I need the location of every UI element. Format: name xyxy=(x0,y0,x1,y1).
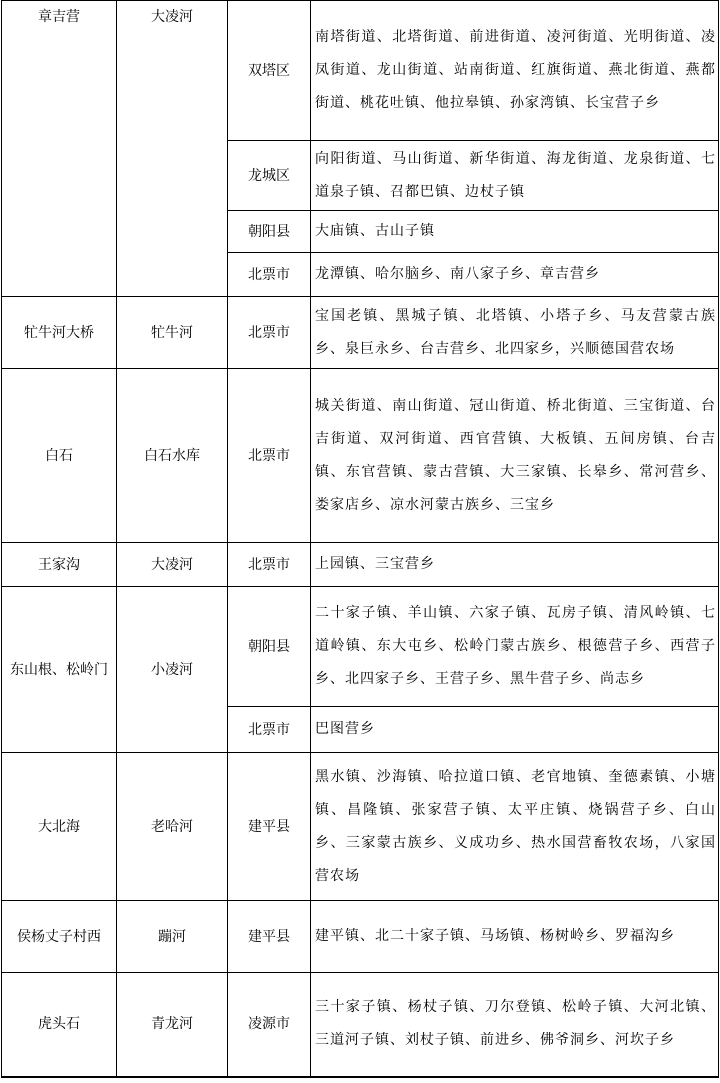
county-cell: 北票市 xyxy=(228,253,311,297)
county-cell: 北票市 xyxy=(228,543,311,587)
towns-cell: 建平镇、北二十家子镇、马场镇、杨树岭乡、罗福沟乡 xyxy=(311,901,719,973)
towns-cell: 二十家子镇、羊山镇、六家子镇、瓦房子镇、清风岭镇、七道岭镇、东大屯乡、松岭门蒙古族乡、根德营子乡、西营子乡、北四家子乡、王营子乡、黑牛营子乡、尚志乡 xyxy=(311,587,719,707)
river-cell: 白石水库 xyxy=(117,369,228,543)
station-cell: 章吉营 xyxy=(2,1,117,297)
river-cell: 大凌河 xyxy=(117,1,228,297)
station-cell: 侯杨丈子村西 xyxy=(2,901,117,973)
towns-cell: 城关街道、南山街道、冠山街道、桥北街道、三宝街道、台吉街道、双河街道、西官营镇、大板镇、五间房镇、台吉镇、东官营镇、蒙古营镇、大三家镇、长皋乡、常河营乡、娄家店乡、凉水河蒙古族乡、三宝乡 xyxy=(311,369,719,543)
table-row xyxy=(2,753,719,901)
towns-cell: 龙潭镇、哈尔脑乡、南八家子乡、章吉营乡 xyxy=(311,253,719,297)
county-cell: 北票市 xyxy=(228,297,311,369)
county-cell: 北票市 xyxy=(228,707,311,753)
station-cell: 牤牛河大桥 xyxy=(2,297,117,369)
station-cell: 东山根、松岭门 xyxy=(2,587,117,753)
towns-cell: 上园镇、三宝营乡 xyxy=(311,543,719,587)
table-row xyxy=(2,1,719,141)
county-cell: 朝阳县 xyxy=(228,211,311,253)
river-cell: 大凌河 xyxy=(117,543,228,587)
county-cell: 双塔区 xyxy=(228,1,311,141)
table-row xyxy=(2,587,719,707)
station-cell: 王家沟 xyxy=(2,543,117,587)
table-row xyxy=(2,543,719,587)
towns-cell: 巴图营乡 xyxy=(311,707,719,753)
towns-cell: 三十家子镇、杨杖子镇、刀尔登镇、松岭子镇、大河北镇、三道河子镇、刘杖子镇、前进乡、佛爷洞乡、河坎子乡 xyxy=(311,973,719,1077)
towns-cell: 南塔街道、北塔街道、前进街道、凌河街道、光明街道、凌凤街道、龙山街道、站南街道、红旗街道、燕北街道、燕都街道、桃花吐镇、他拉皋镇、孙家湾镇、长宝营子乡 xyxy=(311,1,719,141)
table-row xyxy=(2,973,719,1077)
county-cell: 朝阳县 xyxy=(228,587,311,707)
table-row xyxy=(2,369,719,543)
towns-cell: 大庙镇、古山子镇 xyxy=(311,211,719,253)
towns-cell: 黑水镇、沙海镇、哈拉道口镇、老官地镇、奎德素镇、小塘镇、昌隆镇、张家营子镇、太平庄镇、烧锅营子乡、白山乡、三家蒙古族乡、义成功乡、热水国营畜牧农场，八家国营农场 xyxy=(311,753,719,901)
station-cell: 虎头石 xyxy=(2,973,117,1077)
towns-cell: 向阳街道、马山街道、新华街道、海龙街道、龙泉街道、七道泉子镇、召都巴镇、边杖子镇 xyxy=(311,141,719,211)
station-cell: 白石 xyxy=(2,369,117,543)
river-cell: 老哈河 xyxy=(117,753,228,901)
river-cell: 青龙河 xyxy=(117,973,228,1077)
county-cell: 北票市 xyxy=(228,369,311,543)
flood-area-table xyxy=(1,0,719,1078)
towns-cell: 宝国老镇、黑城子镇、北塔镇、小塔子乡、马友营蒙古族乡、泉巨永乡、台吉营乡、北四家乡，兴顺德国营农场 xyxy=(311,297,719,369)
river-cell: 蹦河 xyxy=(117,901,228,973)
table-row xyxy=(2,901,719,973)
table-row xyxy=(2,297,719,369)
river-cell: 小凌河 xyxy=(117,587,228,753)
county-cell: 凌源市 xyxy=(228,973,311,1077)
river-cell: 牤牛河 xyxy=(117,297,228,369)
station-cell: 大北海 xyxy=(2,753,117,901)
county-cell: 建平县 xyxy=(228,901,311,973)
county-cell: 龙城区 xyxy=(228,141,311,211)
county-cell: 建平县 xyxy=(228,753,311,901)
